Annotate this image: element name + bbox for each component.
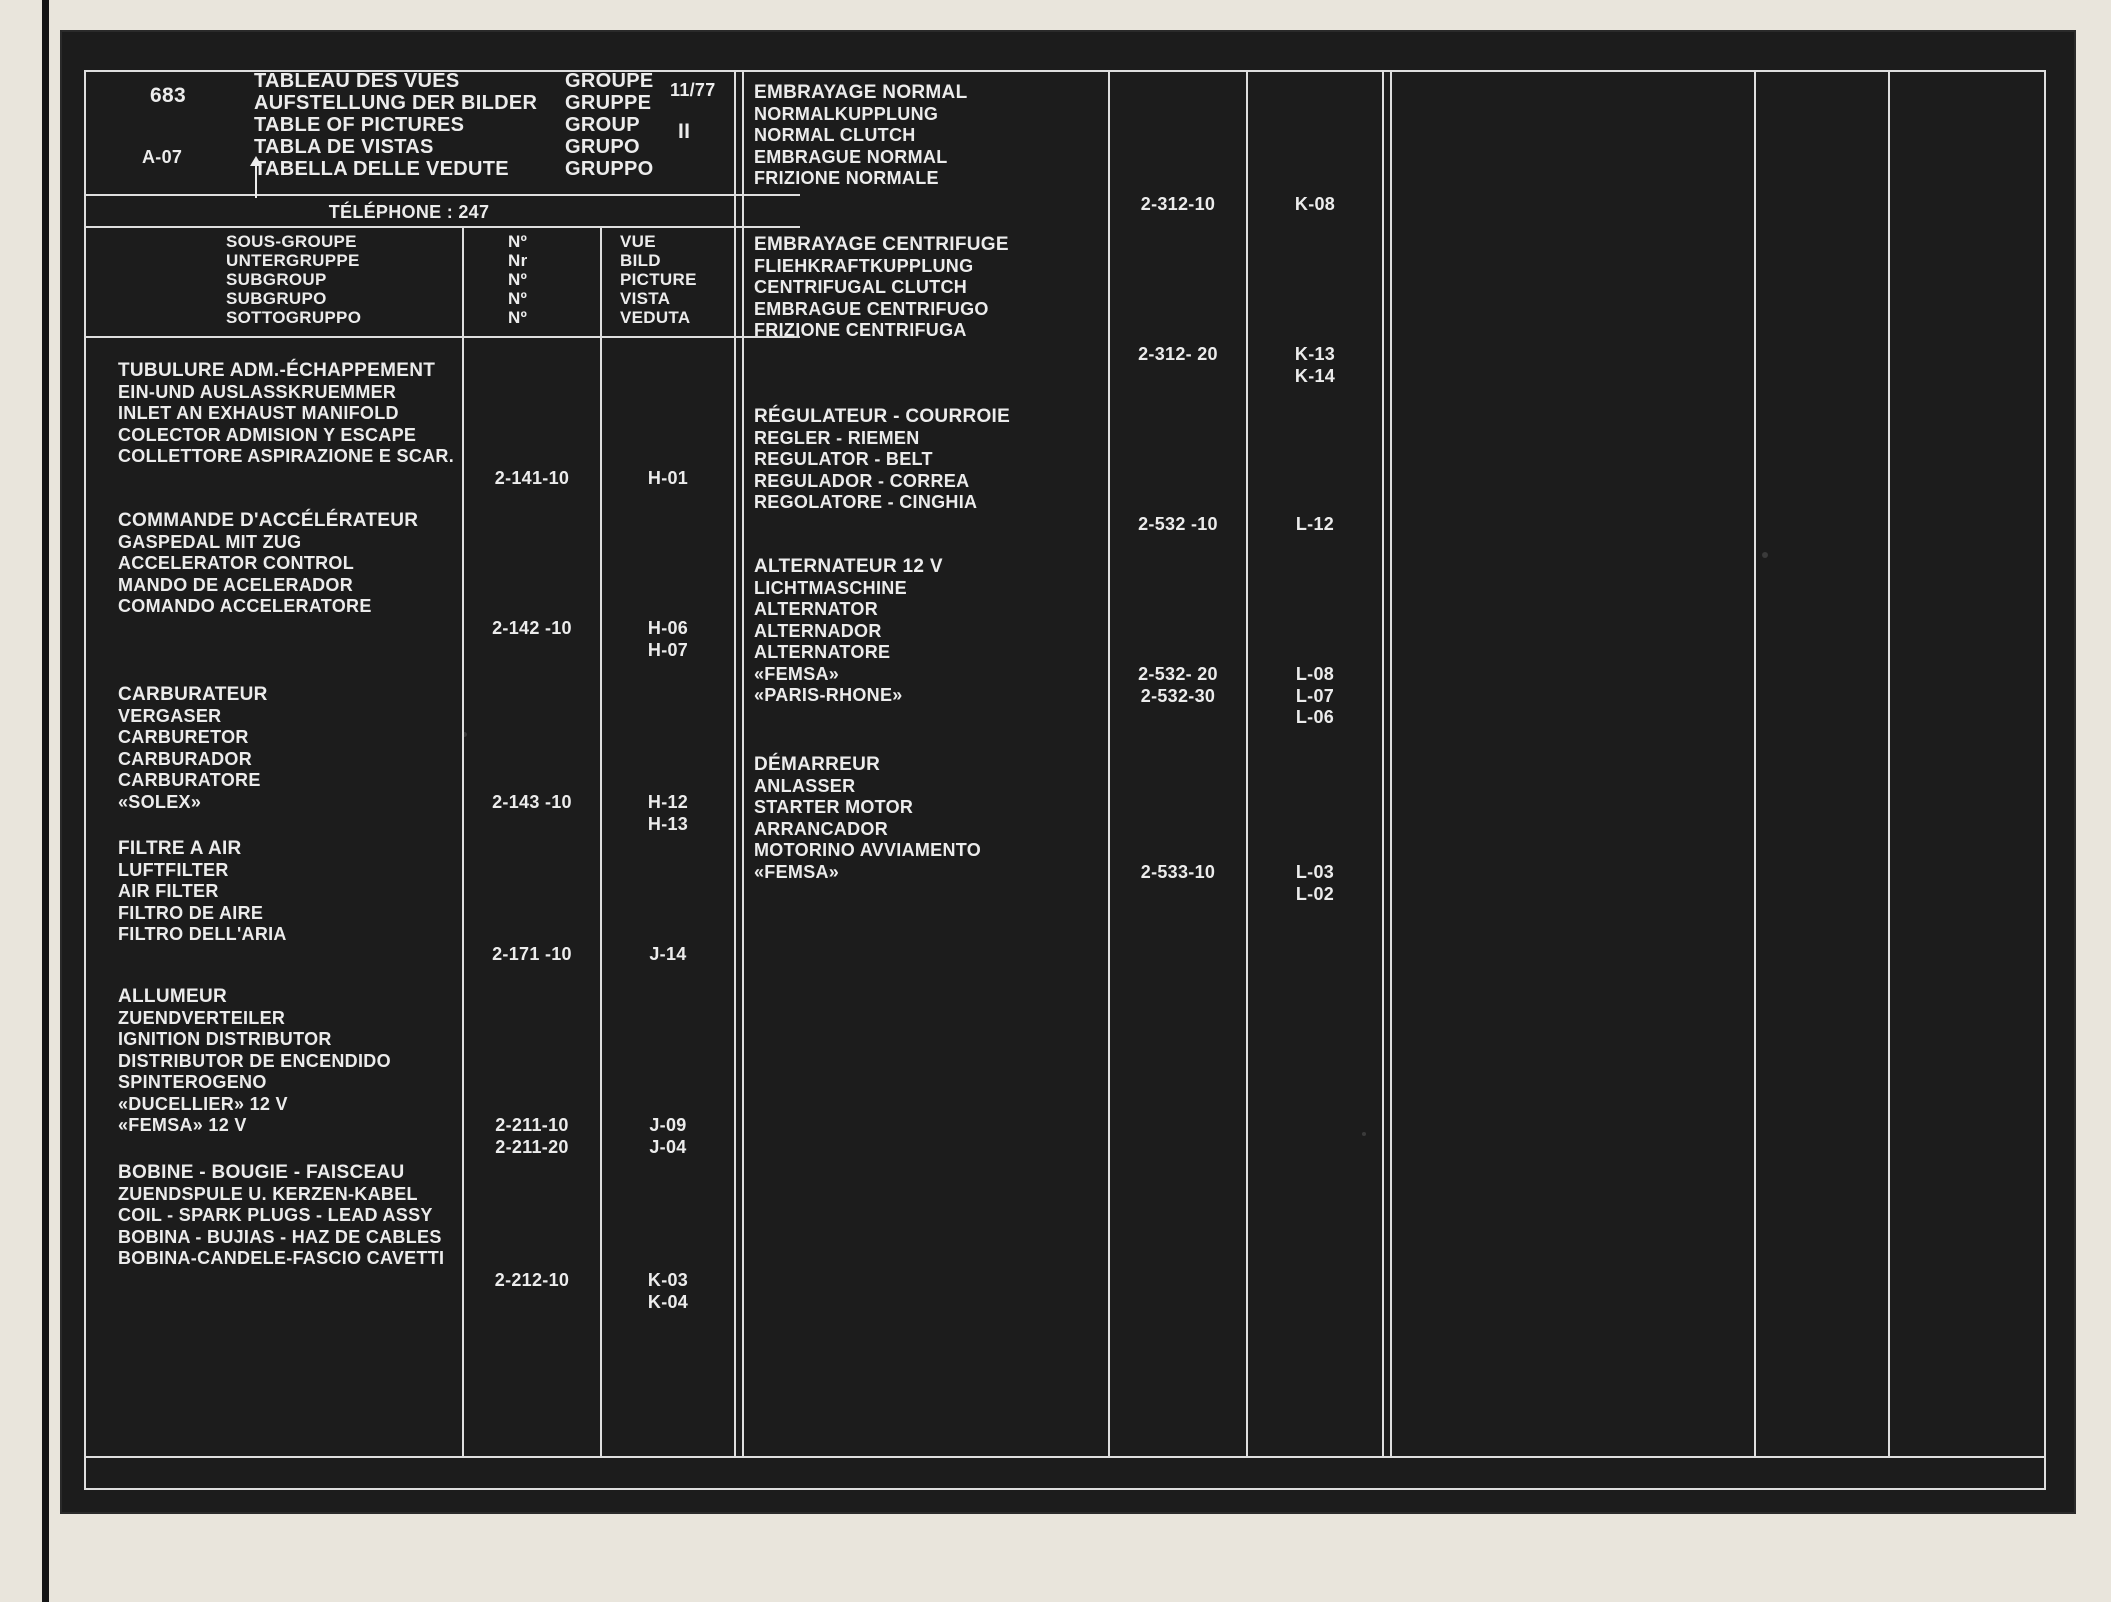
entry-line: ALTERNATOR xyxy=(754,599,878,619)
subgroup-header-fr: SOUS-GROUPE xyxy=(226,232,357,251)
entry-line: IGNITION DISTRIBUTOR xyxy=(118,1029,332,1049)
entry-line: COLECTOR ADMISION Y ESCAPE xyxy=(118,424,417,445)
right-double-rule xyxy=(1390,70,1392,1456)
number-header-fr: Nº xyxy=(508,232,528,251)
part-number: 2-533-10 xyxy=(1140,862,1216,882)
part-number: 2-212-10 xyxy=(494,1270,570,1290)
view-ref: L-07 xyxy=(1295,685,1335,706)
right-panel-rule xyxy=(1382,70,1384,1456)
group-label-block xyxy=(565,70,653,180)
part-number: 2-141-10 xyxy=(494,468,570,488)
entry-heading: EMBRAYAGE NORMAL xyxy=(754,82,968,103)
empty-column-rule xyxy=(1754,70,1756,1456)
page-number: 683 xyxy=(150,84,186,107)
entry-line: «FEMSA» xyxy=(754,663,840,684)
view-header-it: VEDUTA xyxy=(620,308,691,327)
view-refs xyxy=(602,792,734,835)
entry-line: FRIZIONE NORMALE xyxy=(754,168,939,188)
view-ref: J-09 xyxy=(649,1115,687,1135)
view-ref: H-07 xyxy=(647,639,689,660)
subgroup-header xyxy=(226,232,361,327)
issue-date: 11/77 xyxy=(670,80,716,100)
empty-column-rule xyxy=(1888,70,1890,1456)
entry-line: BOBINA - BUJIAS - HAZ DE CABLES xyxy=(118,1226,442,1247)
entry-line: NORMALKUPPLUNG xyxy=(754,103,939,124)
part-number: 2-142 -10 xyxy=(492,618,572,638)
group-label-en: GROUP xyxy=(565,114,640,136)
view-ref: H-06 xyxy=(647,618,689,638)
part-numbers xyxy=(464,1115,600,1158)
entry-line: ALTERNADOR xyxy=(754,620,882,641)
entry-line: REGULATOR - BELT xyxy=(754,449,933,469)
view-header-en: PICTURE xyxy=(620,270,697,289)
center-double-rule xyxy=(742,70,744,1456)
view-ref: L-08 xyxy=(1295,664,1335,684)
entry-heading: DÉMARREUR xyxy=(754,754,881,775)
entry-line: REGULADOR - CORREA xyxy=(754,470,970,491)
entry-line: FILTRO DE AIRE xyxy=(118,902,264,923)
footer-rule xyxy=(84,1456,2046,1458)
view-ref: J-04 xyxy=(649,1136,687,1157)
title-es: TABLA DE VISTAS xyxy=(254,136,434,158)
entry-line: ARRANCADOR xyxy=(754,818,888,839)
part-number: 2-211-10 xyxy=(495,1115,569,1135)
view-ref: K-04 xyxy=(647,1291,689,1312)
entry-line: EMBRAGUE CENTRIFUGO xyxy=(754,298,989,319)
entry-line: CARBURETOR xyxy=(118,727,249,747)
entry-line: GASPEDAL MIT ZUG xyxy=(118,531,302,552)
title-en: TABLE OF PICTURES xyxy=(254,114,465,136)
entry-line: FRIZIONE CENTRIFUGA xyxy=(754,320,967,340)
entry-carburetor xyxy=(118,684,268,813)
entry-manifold xyxy=(118,360,454,468)
entry-heading: ALLUMEUR xyxy=(118,986,227,1007)
entry-normal-clutch xyxy=(754,82,967,190)
view-refs xyxy=(602,618,734,661)
entry-line: INLET AN EXHAUST MANIFOLD xyxy=(118,403,399,423)
right-number-column-rule xyxy=(1108,70,1110,1456)
view-header-fr: VUE xyxy=(620,232,656,251)
view-ref: L-02 xyxy=(1295,883,1335,904)
view-refs xyxy=(1248,664,1382,729)
telephone: TÉLÉPHONE : 247 xyxy=(328,202,490,222)
entry-line: FILTRO DELL'ARIA xyxy=(118,924,287,944)
view-header xyxy=(620,232,697,327)
entry-line: CARBURADOR xyxy=(118,748,252,769)
entry-distributor xyxy=(118,986,391,1137)
entry-line: EMBRAGUE NORMAL xyxy=(754,146,948,167)
title-fr: TABLEAU DES VUES xyxy=(254,70,460,92)
title-de: AUFSTELLUNG DER BILDER xyxy=(254,92,538,114)
entry-line: FLIEHKRAFTKUPPLUNG xyxy=(754,255,974,276)
view-ref: L-12 xyxy=(1295,514,1335,534)
subgroup-header-en: SUBGROUP xyxy=(226,270,327,289)
entry-line: CENTRIFUGAL CLUTCH xyxy=(754,277,968,297)
view-ref: K-14 xyxy=(1294,365,1336,386)
entry-line: VERGASER xyxy=(118,705,222,726)
view-ref: K-03 xyxy=(647,1270,689,1290)
entry-line: LICHTMASCHINE xyxy=(754,577,907,598)
entry-line: ZUENDVERTEILER xyxy=(118,1007,286,1028)
entry-line: COLLETTORE ASPIRAZIONE E SCAR. xyxy=(118,446,455,466)
number-header xyxy=(508,232,528,327)
left-panel-rule xyxy=(734,70,736,1456)
entry-line: «FEMSA» 12 V xyxy=(118,1115,247,1135)
entry-line: NORMAL CLUTCH xyxy=(754,125,916,145)
phone-divider xyxy=(84,226,800,228)
group-label-de: GRUPPE xyxy=(565,92,652,114)
entry-line: REGOLATORE - CINGHIA xyxy=(754,492,978,512)
entry-line: ALTERNATORE xyxy=(754,642,891,662)
view-ref: L-03 xyxy=(1295,862,1335,882)
part-number: 2-312- 20 xyxy=(1138,344,1218,364)
view-ref: L-06 xyxy=(1295,707,1335,727)
view-ref: K-13 xyxy=(1294,344,1336,364)
entry-air-filter xyxy=(118,838,287,946)
view-ref: H-13 xyxy=(647,813,689,834)
entry-line: MOTORINO AVVIAMENTO xyxy=(754,840,982,860)
entry-line: «DUCELLIER» 12 V xyxy=(118,1093,288,1114)
entry-heading: COMMANDE D'ACCÉLÉRATEUR xyxy=(118,510,419,531)
entry-heading: EMBRAYAGE CENTRIFUGE xyxy=(754,234,1009,255)
view-ref: J-14 xyxy=(649,944,687,964)
microfiche-sheet xyxy=(62,32,2074,1512)
subgroup-header-it: SOTTOGRUPPO xyxy=(226,308,362,327)
view-refs xyxy=(602,1270,734,1313)
number-header-it: Nº xyxy=(508,308,528,327)
entry-line: STARTER MOTOR xyxy=(754,797,914,817)
entry-heading: ALTERNATEUR 12 V xyxy=(754,556,943,577)
part-number: 2-312-10 xyxy=(1140,194,1216,214)
binder-spine xyxy=(42,0,49,1602)
view-refs xyxy=(1248,862,1382,905)
entry-line: COMANDO ACCELERATORE xyxy=(118,596,372,616)
entry-line: SPINTEROGENO xyxy=(118,1072,267,1092)
view-refs xyxy=(602,1115,734,1158)
view-header-es: VISTA xyxy=(620,289,671,308)
part-number: 2-532-30 xyxy=(1140,685,1216,706)
group-label-es: GRUPO xyxy=(565,136,640,158)
entry-heading: FILTRE A AIR xyxy=(118,838,242,859)
entry-coil xyxy=(118,1162,444,1270)
view-ref: H-01 xyxy=(647,468,689,488)
subgroup-header-es: SUBGRUPO xyxy=(226,289,327,308)
entry-heading: RÉGULATEUR - COURROIE xyxy=(754,406,1011,427)
entry-starter xyxy=(754,754,981,883)
group-number: II xyxy=(678,120,691,143)
entry-heading: BOBINE - BOUGIE - FAISCEAU xyxy=(118,1162,405,1183)
part-number: 2-143 -10 xyxy=(492,792,572,812)
view-header-de: BILD xyxy=(620,251,661,270)
view-ref: H-12 xyxy=(647,792,689,812)
entry-centrifugal-clutch xyxy=(754,234,1009,342)
entry-line: REGLER - RIEMEN xyxy=(754,427,920,448)
number-header-es: Nº xyxy=(508,289,528,308)
entry-line: «SOLEX» xyxy=(118,791,202,812)
view-refs xyxy=(1248,344,1382,387)
entry-line: ZUENDSPULE U. KERZEN-KABEL xyxy=(118,1183,418,1204)
title-it: TABELLA DELLE VEDUTE xyxy=(254,158,509,180)
entry-line: ACCELERATOR CONTROL xyxy=(118,553,355,573)
entry-line: «FEMSA» xyxy=(754,861,840,882)
part-number: 2-532 -10 xyxy=(1138,514,1218,534)
outer-frame xyxy=(84,70,2046,1490)
entry-line: EIN-UND AUSLASSKRUEMMER xyxy=(118,381,397,402)
entry-line: MANDO DE ACELERADOR xyxy=(118,574,354,595)
number-header-de: Nr xyxy=(508,251,528,270)
title-block xyxy=(254,70,537,180)
entry-line: AIR FILTER xyxy=(118,881,219,901)
entry-line: COIL - SPARK PLUGS - LEAD ASSY xyxy=(118,1205,433,1225)
part-number: 2-171 -10 xyxy=(492,944,572,964)
entry-line: ANLASSER xyxy=(754,775,856,796)
view-ref: K-08 xyxy=(1294,194,1336,214)
entry-accelerator xyxy=(118,510,418,618)
column-header-divider xyxy=(84,336,800,338)
part-numbers xyxy=(1110,664,1246,707)
entry-alternator xyxy=(754,556,943,707)
title-divider xyxy=(84,194,800,196)
entry-line: «PARIS-RHONE» xyxy=(754,685,903,705)
number-header-en: Nº xyxy=(508,270,528,289)
entry-line: BOBINA-CANDELE-FASCIO CAVETTI xyxy=(118,1248,445,1268)
right-view-column-rule xyxy=(1246,70,1248,1456)
ref-code: A-07 xyxy=(142,147,183,167)
entry-heading: CARBURATEUR xyxy=(118,684,268,705)
entry-line: DISTRIBUTOR DE ENCENDIDO xyxy=(118,1050,391,1071)
group-label-fr: GROUPE xyxy=(565,70,654,92)
part-number: 2-211-20 xyxy=(495,1136,569,1157)
entry-regulator xyxy=(754,406,1010,514)
entry-heading: TUBULURE ADM.-ÉCHAPPEMENT xyxy=(118,360,436,381)
group-label-it: GRUPPO xyxy=(565,158,654,180)
entry-line: CARBURATORE xyxy=(118,770,261,790)
subgroup-header-de: UNTERGRUPPE xyxy=(226,251,360,270)
entry-line: LUFTFILTER xyxy=(118,859,229,880)
part-number: 2-532- 20 xyxy=(1138,664,1218,684)
